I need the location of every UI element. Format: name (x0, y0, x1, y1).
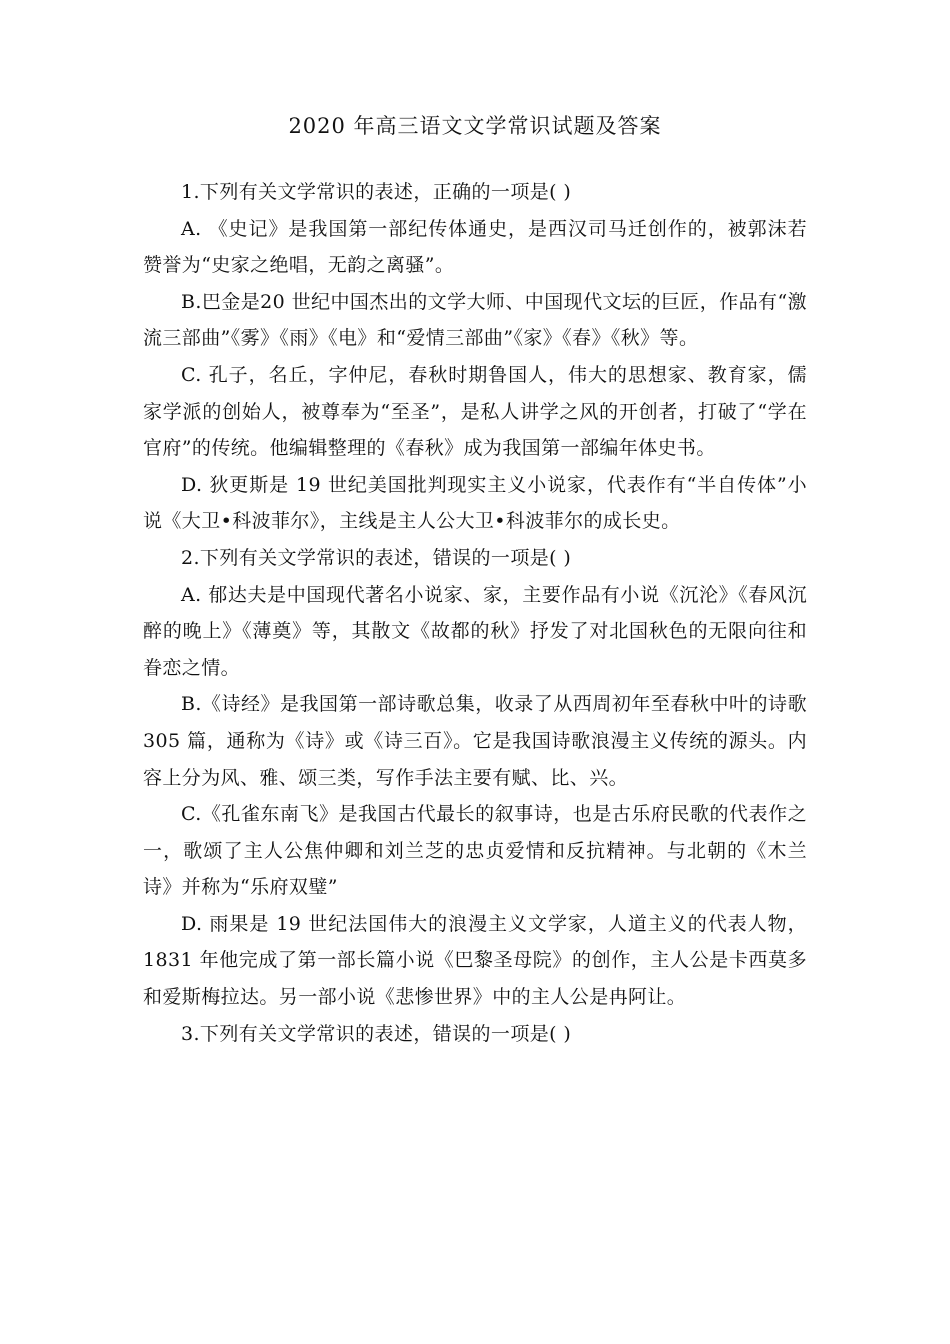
question-1-option-a: A. 《史记》是我国第一部纪传体通史，是西汉司马迁创作的，被郭沫若赞誉为“史家之绝唱，无韵之离骚”。 (143, 217, 807, 277)
question-2-option-d: D. 雨果是 19 世纪法国伟大的浪漫主义文学家，人道主义的代表人物， 1831 年他完成了第一部长篇小说《巴黎圣母院》的创作，主人公是卡西莫多和爱斯梅拉达。另一部小说《悲惨世界》中的主人公是冉阿让。 (143, 912, 807, 1009)
document-title: 2020 年高三语文文学常识试题及答案 (288, 114, 662, 138)
question-2-option-a: A. 郁达夫是中国现代著名小说家、家，主要作品有小说《沉沦》《春风沉醉的晚上》《薄奠》等，其散文《故都的秋》抒发了对北国秋色的无限向往和眷恋之情。 (143, 583, 807, 679)
question-1-stem: 1.下列有关文学常识的表述，正确的一项是( ) (181, 181, 572, 203)
question-2-option-b: B.《诗经》是我国第一部诗歌总集，收录了从西周初年至春秋中叶的诗歌 305 篇，通称为《诗》或《诗三百》。它是我国诗歌浪漫主义传统的源头。内容上分为风、雅、颂三类，写作手法主要有赋、比、兴。 (143, 693, 807, 789)
question-1-option-c: C. 孔子，名丘，字仲尼，春秋时期鲁国人，伟大的思想家、教育家，儒家学派的创始人，被尊奉为“至圣”，是私人讲学之风的开创者，打破了“学在官府”的传统。他编辑整理的《春秋》成为我国第一部编年体史书。 (143, 363, 807, 460)
document-page (143, 108, 807, 1052)
question-1-option-d: D. 狄更斯是 19 世纪美国批判现实主义小说家，代表作有“半自传体”小说《大卫•科波菲尔》，主线是主人公大卫•科波菲尔的成长史。 (143, 473, 807, 533)
question-3-stem: 3.下列有关文学常识的表述，错误的一项是( ) (181, 1022, 572, 1045)
question-2-option-c: C.《孔雀东南飞》是我国古代最长的叙事诗，也是古乐府民歌的代表作之一，歌颂了主人公焦仲卿和刘兰芝的忠贞爱情和反抗精神。与北朝的《木兰诗》并称为“乐府双璧” (143, 803, 807, 899)
question-1-option-b: B.巴金是20 世纪中国杰出的文学大师、中国现代文坛的巨匠，作品有“激流三部曲”《雾》《雨》《电》和“爱情三部曲”《家》《春》《秋》等。 (143, 290, 807, 350)
question-2-stem: 2.下列有关文学常识的表述，错误的一项是( ) (181, 546, 572, 569)
